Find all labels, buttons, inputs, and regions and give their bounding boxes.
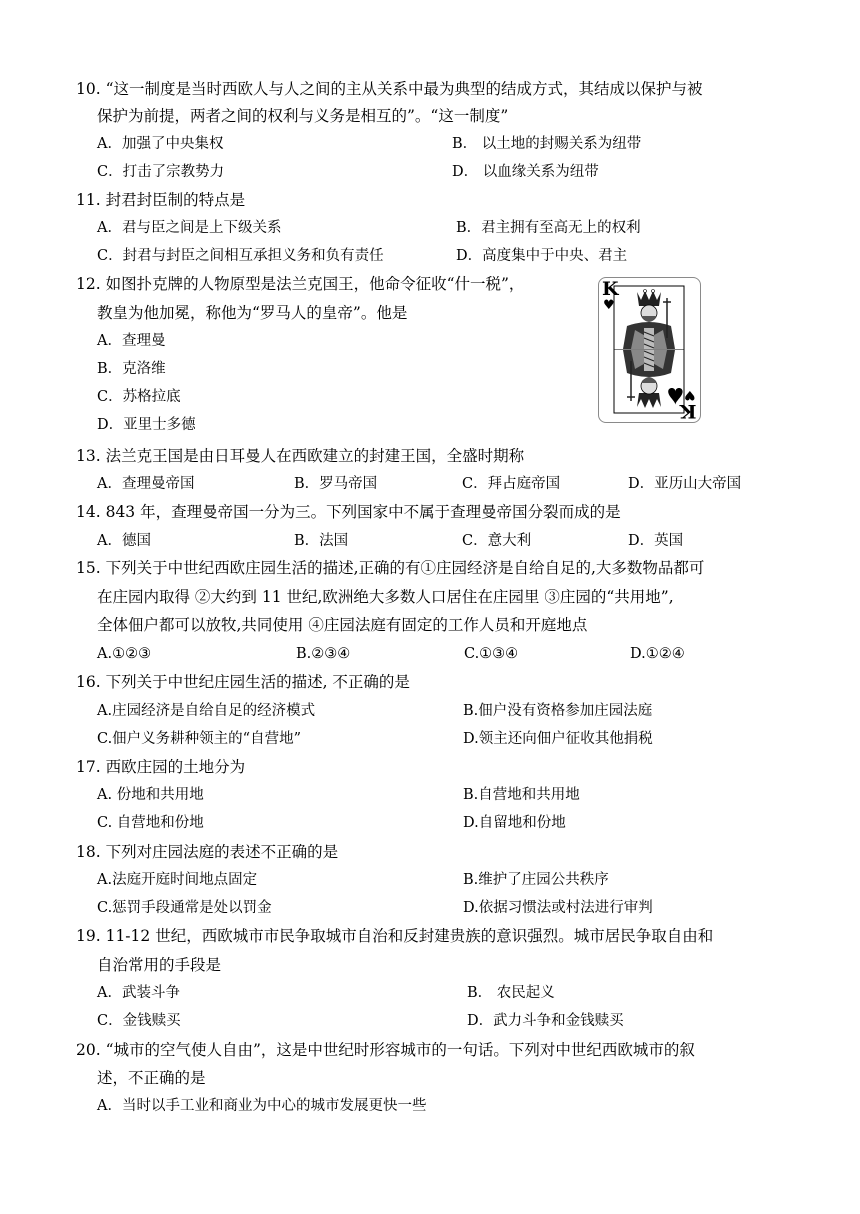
q16-option-a: A.庄园经济是自给自足的经济模式 [97,703,316,719]
q15-option-c: C.①③④ [464,646,519,662]
q18-stem-line1: 18. 下列对庄园法庭的表述不正确的是 [76,843,339,861]
q20-option-a: A．当时以手工业和商业为中心的城市发展更快一些 [97,1098,427,1114]
q10-stem-line2: 保护为前提，两者之间的权利与义务是相互的”。“这一制度” [97,107,509,125]
q18-option-b: B.维护了庄园公共秩序 [463,872,609,888]
q12-option-c: C．苏格拉底 [97,389,181,405]
q18-option-c: C.惩罚手段通常是处以罚金 [97,900,272,916]
q11-option-c: C．封君与封臣之间相互承担义务和负有责任 [97,248,384,264]
q16-option-d: D.领主还向佃户征收其他捐税 [463,731,653,747]
q13-stem-line1: 13. 法兰克王国是由日耳曼人在西欧建立的封建王国，全盛时期称 [76,447,525,465]
card-rank-top: K [602,278,619,300]
q15-option-d: D.①②④ [630,646,685,662]
q18-option-a: A.法庭开庭时间地点固定 [97,872,258,888]
q12-stem-line1: 12. 如图扑克牌的人物原型是法兰克国王，他命令征收“什一税”， [76,275,525,293]
q16-option-b: B.佃户没有资格参加庄园法庭 [463,703,653,719]
q14-option-b: B．法国 [294,533,349,549]
q15-stem-line3: 全体佃户都可以放牧,共同使用 ④庄园法庭有固定的工作人员和开庭地点 [97,616,588,634]
q11-option-a: A．君与臣之间是上下级关系 [97,220,282,236]
q15-stem-line1: 15. 下列关于中世纪西欧庄园生活的描述,正确的有①庄园经济是自给自足的,大多数物品都可 [76,559,705,577]
q12-option-a: A．查理曼 [97,333,166,349]
king-playing-card-image [598,277,701,423]
q10-option-b: B． 以土地的封赐关系为纽带 [452,136,642,152]
q13-option-d: D．亚历山大帝国 [628,476,742,492]
q18-option-d: D.依据习惯法或村法进行审判 [463,900,653,916]
q15-option-a: A.①②③ [97,646,152,662]
q19-stem-line2: 自治常用的手段是 [97,956,222,974]
q13-option-a: A．查理曼帝国 [97,476,195,492]
q13-option-b: B．罗马帝国 [294,476,378,492]
q10-option-a: A．加强了中央集权 [97,136,224,152]
q14-option-c: C．意大利 [462,533,532,549]
q17-option-b: B.自营地和共用地 [463,787,580,803]
q11-option-d: D．高度集中于中央、君主 [456,248,628,264]
q17-stem-line1: 17. 西欧庄园的土地分为 [76,758,246,776]
q17-option-d: D.自留地和份地 [463,815,566,831]
q16-option-c: C.佃户义务耕种领主的“自营地” [97,731,302,747]
q19-option-a: A．武装斗争 [97,985,180,1001]
q13-option-c: C．拜占庭帝国 [462,476,561,492]
q20-stem-line1: 20. “城市的空气使人自由”，这是中世纪时形容城市的一句话。下列对中世纪西欧城市的叙 [76,1041,695,1059]
q10-stem-line1: 10. “这一制度是当时西欧人与人之间的主从关系中最为典型的结成方式，其结成以保护与被 [76,80,703,98]
q14-option-a: A．德国 [97,533,151,549]
q10-option-d: D． 以血缘关系为纽带 [452,164,599,180]
q17-option-a: A. 份地和共用地 [97,787,204,803]
q11-stem-line1: 11. 封君封臣制的特点是 [76,191,246,209]
q19-option-b: B． 农民起义 [467,985,555,1001]
q15-stem-line2: 在庄园内取得 ②大约到 11 世纪,欧洲绝大多数人口居住在庄园里 ③庄园的“共用地”, [97,588,674,606]
q19-stem-line1: 19. 11-12 世纪，西欧城市市民争取城市自治和反封建贵族的意识强烈。城市居民争取自由和 [76,927,714,945]
q15-option-b: B.②③④ [296,646,351,662]
q20-stem-line2: 述，不正确的是 [97,1069,206,1087]
q12-option-b: B．克洛维 [97,361,166,377]
card-suit-bottom-icon: ♥ [684,387,696,402]
card-suit-top-icon: ♥ [603,298,615,313]
card-rank-bottom: K [680,400,697,422]
q16-stem-line1: 16. 下列关于中世纪庄园生活的描述, 不正确的是 [76,673,410,691]
q17-option-c: C. 自营地和份地 [97,815,204,831]
q11-option-b: B．君主拥有至高无上的权利 [456,220,641,236]
q12-stem-line2: 教皇为他加冕，称他为“罗马人的皇帝”。他是 [97,304,408,322]
q12-option-d: D．亚里士多德 [97,417,196,433]
q10-option-c: C．打击了宗教势力 [97,164,225,180]
q14-option-d: D．英国 [628,533,684,549]
q19-option-d: D．武力斗争和金钱赎买 [467,1013,624,1029]
q14-stem-line1: 14. 843 年，查理曼帝国一分为三。下列国家中不属于查理曼帝国分裂而成的是 [76,503,621,521]
q19-option-c: C．金钱赎买 [97,1013,181,1029]
